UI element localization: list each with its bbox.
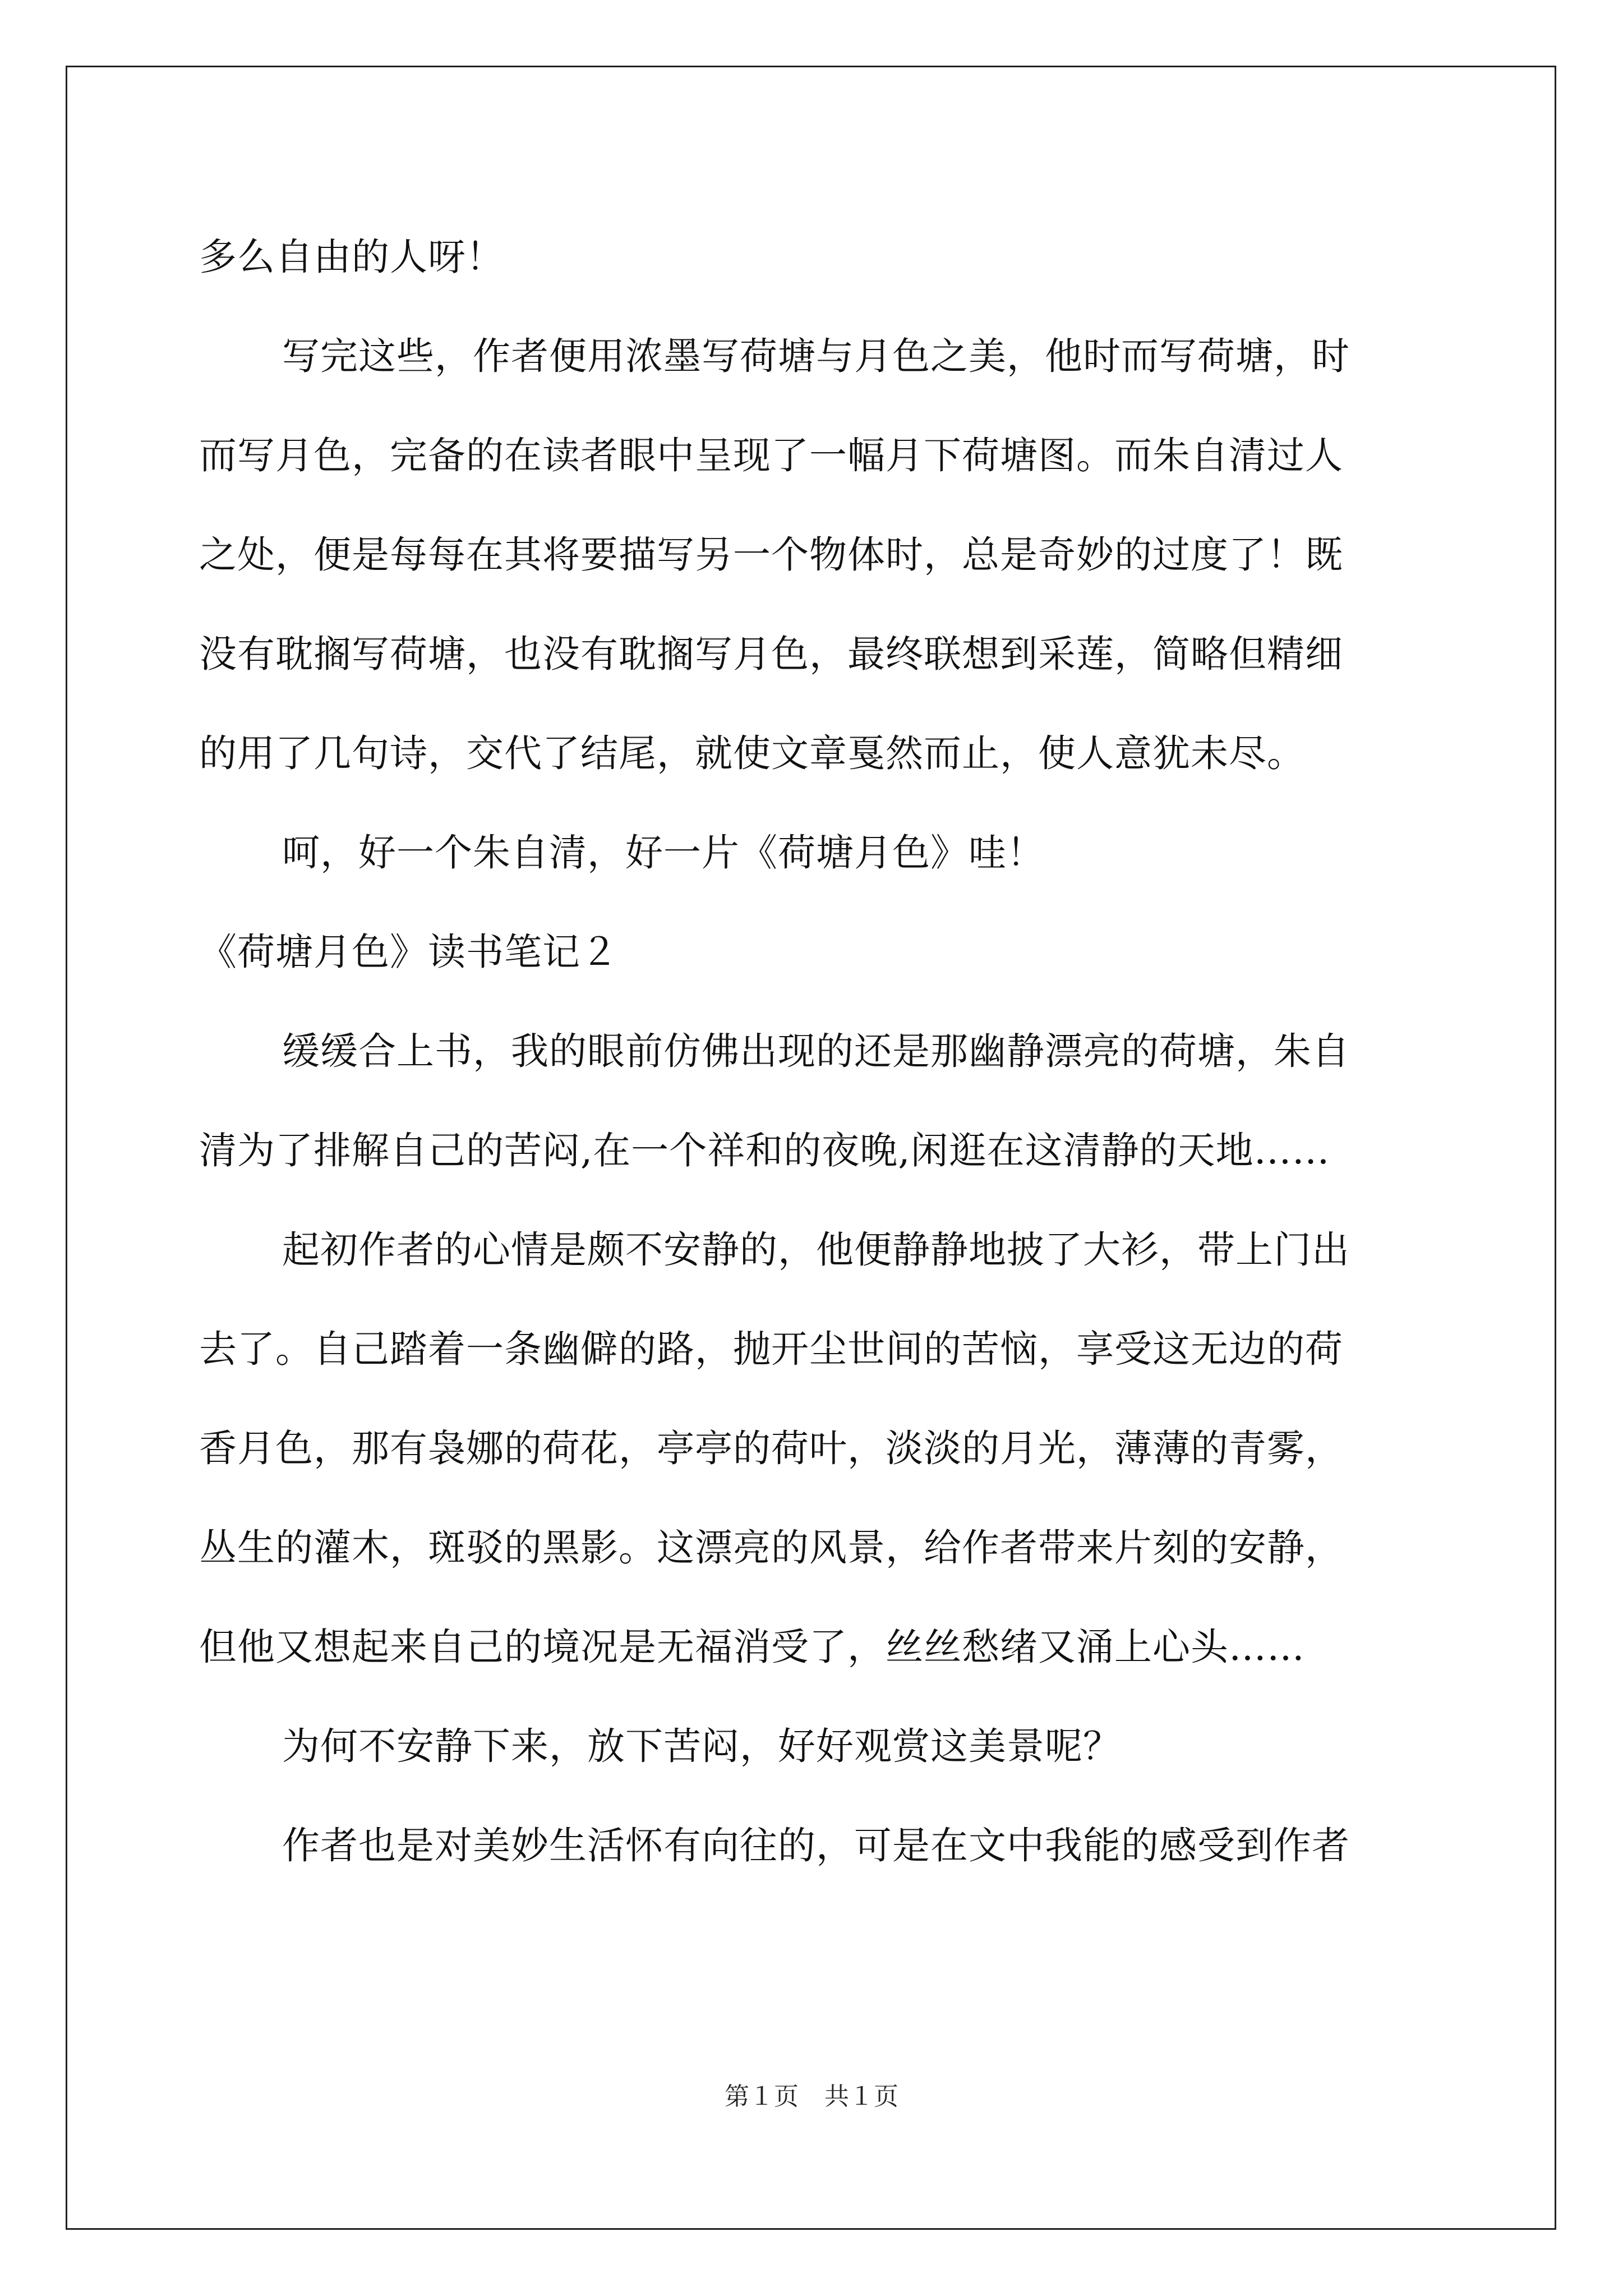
text-line: 丛生的灌木，斑驳的黑影。这漂亮的风景，给作者带来片刻的安静， xyxy=(199,1526,1343,1570)
text-line: 写完这些，作者便用浓墨写荷塘与月色之美，他时而写荷塘，时 xyxy=(282,334,1350,378)
text-line: 而写月色，完备的在读者眼中呈现了一幅月下荷塘图。而朱自清过人 xyxy=(199,434,1343,477)
page-total: 共１页 xyxy=(824,2082,898,2111)
text-line: 多么自由的人呀！ xyxy=(199,235,504,279)
text-line: 起初作者的心情是颇不安静的，他便静静地披了大衫，带上门出 xyxy=(282,1228,1350,1272)
text-line: 去了。自己踏着一条幽僻的路，抛开尘世间的苦恼，享受这无边的荷 xyxy=(199,1327,1343,1371)
section-heading: 《荷塘月色》读书笔记２ xyxy=(199,930,619,974)
text-line: 没有耽搁写荷塘，也没有耽搁写月色，最终联想到采莲，简略但精细 xyxy=(199,632,1343,676)
text-line: 但他又想起来自己的境况是无福消受了，丝丝愁绪又涌上心头…… xyxy=(199,1625,1305,1669)
text-line: 之处，便是每每在其将要描写另一个物体时，总是奇妙的过度了！既 xyxy=(199,533,1343,577)
document-body xyxy=(199,208,1433,1895)
text-line: 的用了几句诗，交代了结尾，就使文章戛然而止，使人意犹未尽。 xyxy=(199,731,1305,775)
text-line: 呵，好一个朱自清，好一片《荷塘月色》哇！ xyxy=(282,831,1045,875)
text-line: 作者也是对美妙生活怀有向往的，可是在文中我能的感受到作者 xyxy=(282,1824,1350,1867)
page-number: 第１页 xyxy=(725,2082,799,2111)
text-line: 为何不安静下来，放下苦闷，好好观赏这美景呢？ xyxy=(282,1724,1121,1768)
text-line: 香月色，那有袅娜的荷花，亭亭的荷叶，淡淡的月光，薄薄的青雾， xyxy=(199,1427,1343,1470)
text-line: 清为了排解自己的苦闷,在一个祥和的夜晚,闲逛在这清静的天地…… xyxy=(199,1129,1330,1172)
text-line: 缓缓合上书，我的眼前仿佛出现的还是那幽静漂亮的荷塘，朱自 xyxy=(282,1029,1350,1073)
page-footer xyxy=(0,2080,1623,2114)
